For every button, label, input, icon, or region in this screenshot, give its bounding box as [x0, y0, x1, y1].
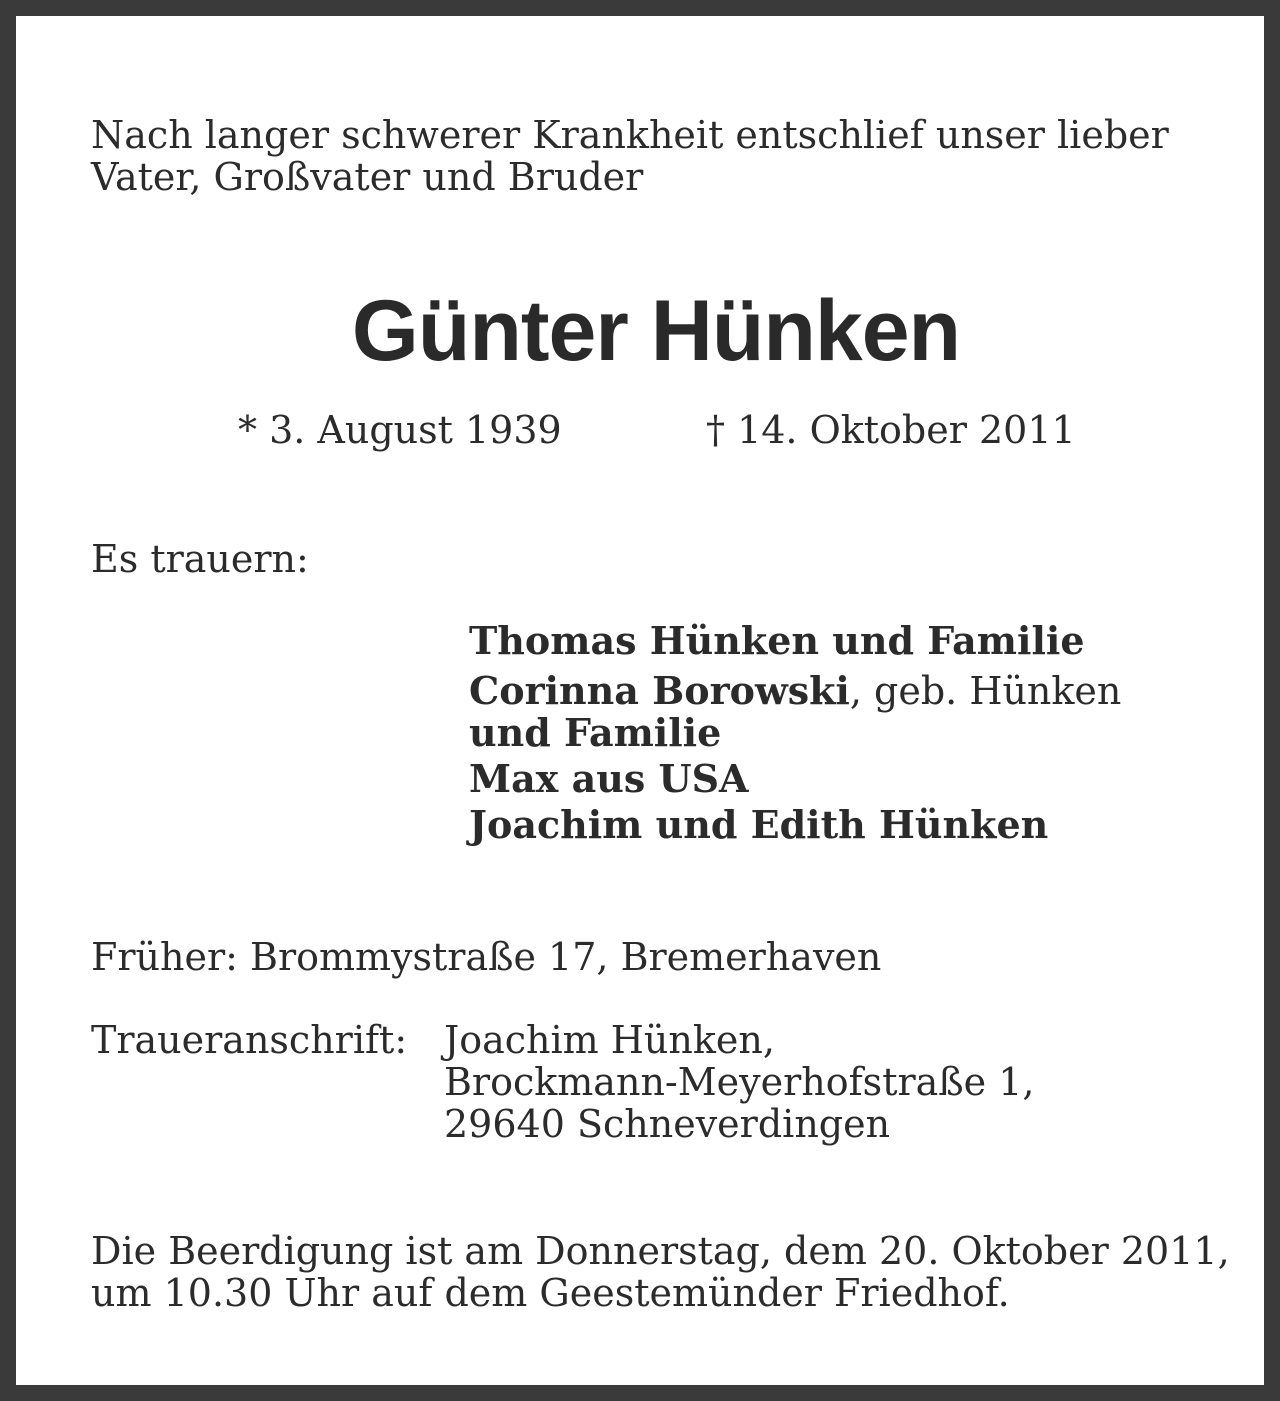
former-address: Früher: Brommystraße 17, Bremerhaven	[91, 935, 882, 979]
mourners-list	[469, 620, 1121, 846]
mourner-2-name: Corinna Borowski	[469, 668, 850, 713]
mourner-1: Thomas Hünken und Familie	[469, 618, 1085, 663]
intro-text	[91, 114, 1169, 198]
death-date: † 14. Oktober 2011	[706, 408, 1076, 452]
mourning-address-line-1: Joachim Hünken,	[444, 1018, 775, 1062]
mourning-address-line-2: Brockmann-Meyerhofstraße 1,	[444, 1060, 1035, 1104]
intro-line-2: Vater, Großvater und Bruder	[91, 155, 644, 199]
birth-date: * 3. August 1939	[238, 408, 562, 452]
deceased-name: Günter Hünken	[351, 283, 961, 379]
intro-line-1: Nach langer schwerer Krankheit entschlief unser lieber	[91, 113, 1169, 157]
mourning-address-line-3: 29640 Schneverdingen	[444, 1102, 891, 1146]
mourners-label: Es trauern:	[91, 537, 309, 581]
mourning-address	[444, 1019, 1034, 1145]
mourner-2-maiden: , geb. Hünken	[849, 669, 1122, 713]
mourner-2	[469, 670, 1121, 712]
funeral-info	[91, 1230, 1230, 1314]
funeral-line-2: um 10.30 Uhr auf dem Geestemünder Friedhof.	[91, 1271, 1010, 1315]
funeral-line-1: Die Beerdigung ist am Donnerstag, dem 20. Oktober 2011,	[91, 1229, 1230, 1273]
mourner-2-family: und Familie	[469, 710, 722, 755]
mourner-4: Joachim und Edith Hünken	[469, 802, 1049, 847]
mourner-3: Max aus USA	[469, 756, 749, 801]
mourning-address-label: Traueranschrift:	[91, 1018, 408, 1062]
